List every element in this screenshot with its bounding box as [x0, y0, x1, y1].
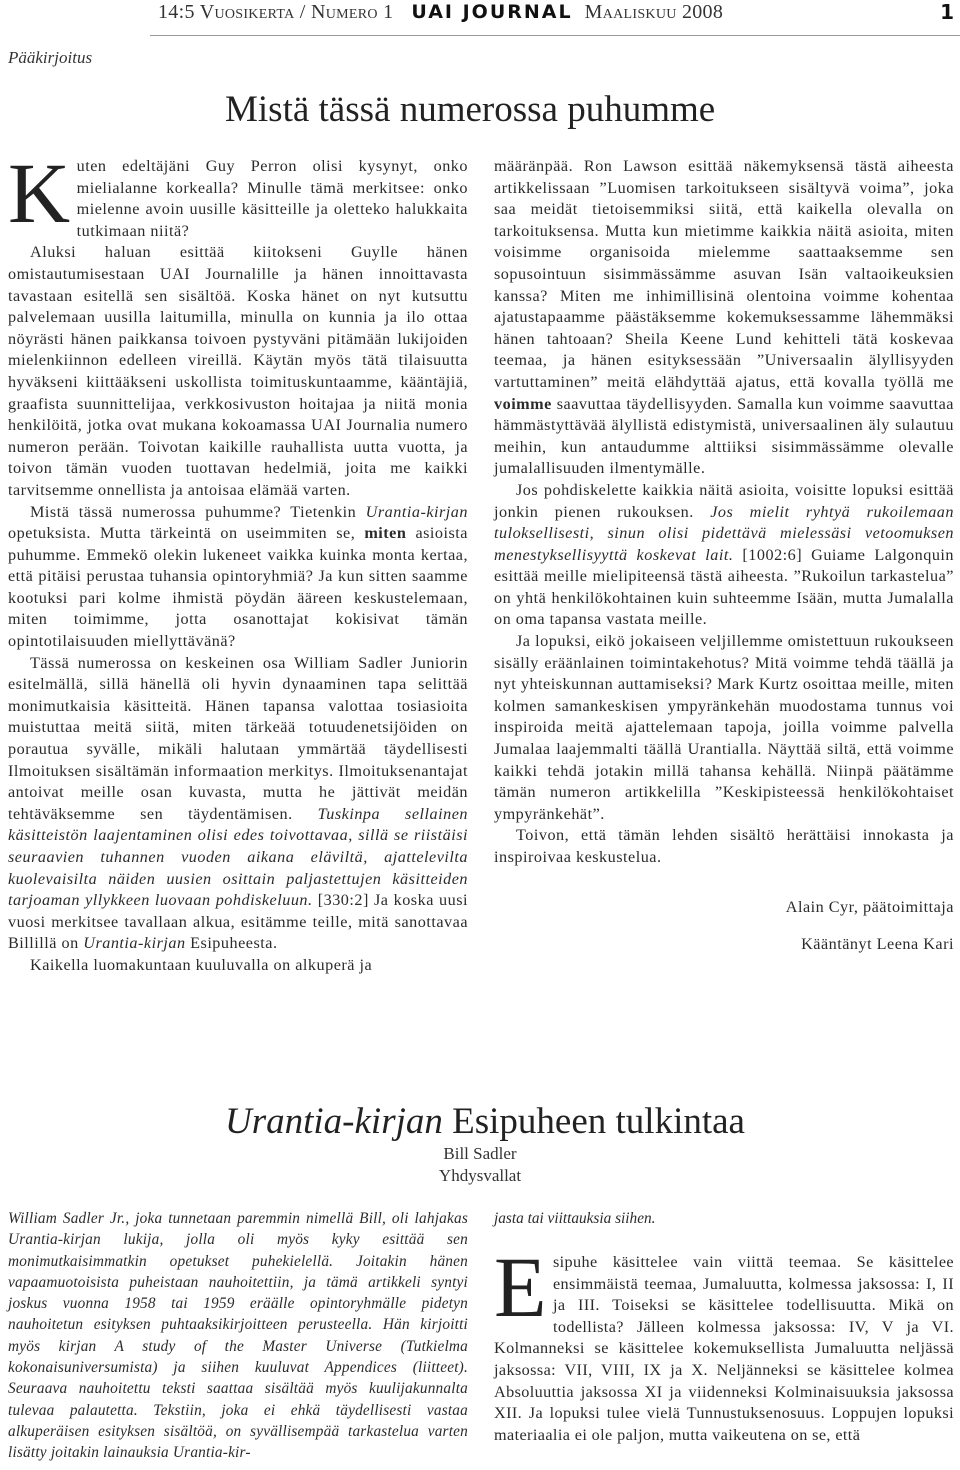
paragraph: Mistä tässä numerossa puhumme? Tietenkin Urantia-kirjan opetuksista. Mutta tärkeintä on useimmiten se, miten asioista puhumme. Emmekö olekin lukeneet vaikka kuinka monta kertaa, että pitäisi perustaa tuhansia opintoryhmiä? Ja kun sitten saamme kootuksi pari kolme ihmistä pöydän ääreen keskustelemaan, miten toimimme, jotta osanottajat kokisivat tämän opintotilaisuuden miellyttävänä?	[8, 502, 468, 651]
paragraph: Kaikella luomakuntaan kuuluvalla on alkuperä ja	[30, 955, 373, 974]
article1-left-column	[8, 145, 469, 977]
journal-title: UAI JOURNAL	[411, 1, 573, 23]
header-volume: 14:5 Vuosikerta / Numero 1	[158, 1, 394, 23]
paragraph: Tässä numerossa on keskeinen osa William Sadler Juniorin esitelmällä, sillä hänellä oli hyvin dynaaminen tapa selittää monimutkaisia käsitteitä. Hänen tapansa valottaa tosiasioita muistuttaa meitä siitä, miten tärkeää totuudenetsijöiden on porautua syvälle, mikäli halutaan ymmärtää täydellisesti Ilmoituksen sisältämän informaation merkitys. Ilmoituksenantajat antoivat meille osan kuvasta, mutta he jättivät meidän tehtäväksemme sen täydentämisen. Tuskinpa sellainen käsitteistön laajentaminen olisi edes toivottavaa, sillä se riistäisi seuraavien tuhannen vuoden aikana eläviltä, ajattelevilta kuolevaisilta näiden uusien osittain paljastettujen käsitteiden tarjoaman yllykkeen luovaan pohdiskeluun. [330:2] Ja koska uusi vuosi merkitsee tavallaan alkua, esitämme teille, mitä sanottavaa Billillä on Urantia-kirjan Esipuheesta.	[8, 653, 469, 953]
translator-signature: Kääntänyt Leena Kari	[801, 935, 954, 954]
paragraph: Ja lopuksi, eikö jokaiseen veljillemme omistettuun rukoukseen sisälly eräänlainen toimintakehotus? Mitä voimme tehdä täällä ja nyt yhteiskunnan auttamiseksi? Mark Kurtz osoittaa meille, miten kolmen samankeskisen ympyränkehän muodostama tunnus voi inspiroida meitä ajattelemaan tapoja, joilla voimme palvella Jumalaa laajemmalti täällä Urantialla. Näyttää siltä, että voimme kaikki tehdä jotakin millä tahansa kehällä. Niinpä päätämme tämän numeron artikkelilla ”Keskipisteessä henkilökohtaiset ympyränkehät”.	[494, 632, 954, 823]
article2-author: Bill Sadler	[443, 1144, 517, 1163]
paragraph: Toivon, että tämän lehden sisältö herättäisi innokasta ja inspiroivaa keskustelua.	[494, 826, 954, 866]
article2-title: Urantia-kirjan Esipuheen tulkintaa	[225, 1101, 745, 1142]
article2-intro: William Sadler Jr., joka tunnetaan paremmin nimellä Bill, oli lahjakas Urantia-kirjan lukija, jolla oli myös kyky esittää sen monimutkaisimmatkin opetukset puhekielellä. Joitakin hänen vapaamuotoisista puheistaan nauhoitettiin, ja tämä artikkeli syntyi joskus vuonna 1958 tai 1959 eräälle opintoryhmälle pidetyn nauhoitetun esityksen puhtaaksikirjoitteen perusteella. Hän kirjoitti myös kirjan A study of the Master Universe (Tutkielma kokonaisuniversumista) ja siihen kuuluvat Appendices (liitteet). Seuraava nauhoitettu teksti saattaa sisältää myös kuulijakunnalta tulevaa palautetta. Tekstiin, joka ei ehkä täydellisesti vastaa alkuperäisen esityksen sisältöä, on syvällisempää tarkastelua varten lisätty joitakin lainauksia Urantia-kir-	[8, 1210, 468, 1462]
article2-body: Esipuhe käsittelee vain viittä teemaa. Se käsittelee ensimmäistä teemaa, Jumaluutta, kolmessa jaksossa: I, II ja III. Toiseksi se käsittelee todellisuutta. Mikä on todellista? Jälleen kolmessa jaksossa: IV, V ja VI. Kolmanneksi se käsittelee kokemuksellista Jumaluutta neljässä jaksossa: VII, VIII, IX ja X. Neljänneksi se käsittelee kolmea Absoluuttia jaksossa XI ja viidenneksi Kolminaisuuksia jaksossa XII. Ja lopuksi tulee vielä Tunnustuksenosuus. Loppujen lopuksi materiaalia ei ole paljon, mutta vaikeutena on se, että	[494, 1239, 954, 1444]
paragraph: määränpää. Ron Lawson esittää näkemyksensä tästä aiheesta artikkelissaan ”Luomisen tarkoitukseen sisältyvä voima”, joka saa meidät tietoisemmiksi siitä, että kaikella olevalla on tarkoituksensa. Mutta kun mietimme kaikkia näitä asioita, miten voisimme organisoida mielemme saattaaksemme sen sopusointuun sisimmässämme asuvan Isän valtaoikeuksien kanssa? Miten me inhimillisinä olentoina voimme kohentaa ajatustapaamme päästäksemme kokemuksessamme lähemmäksi hänen tahtoaan? Sheila Keene Lund kehitteli tätä koskevaa teemaa, ja hänen esityksessään ”Universaalin älyllisyyden vartuttaminen” meitä elähdyttää ajatus, että kovalla työllä me voimme saavuttaa täydellisyyden. Samalla kun voimme saavuttaa hämmästyttävää älyllistä edistymistä, universaalinen äly sulautuu meihin, kun antaudumme alttiiksi sisimmässämme olevalle jumalallisuuden ilmentymälle.	[494, 157, 954, 478]
article2-country: Yhdysvallat	[438, 1166, 522, 1185]
paragraph: Aluksi haluan esittää kiitokseni Guylle hänen omistautumisestaan UAI Journalille ja hänen innoittavasta tavastaan esitellä sen sisältöä. Koska hänet on nyt kutsuttu palvelemaan uusilla laitumilla, minulla on kunnia ja ilo ottaa nöyrästi hänen paikkansa toivoen pystyväni pitämään lukijoiden mielenkiinnon edelleen vireillä. Käytän myös tätä tilaisuutta hyväkseni kiittääkseni uskollista toimituskuntaamme, kääntäjiä, graafista suunnittelijaa, verkkosivuston hoitajaa ja niitä monia henkilöitä, jotka ovat mukana kokoamassa UAI Journalia numero numeron perään. Toivotan kaikille rauhallista uutta vuotta, ja toivon tämän vuoden tuottavan hedelmiä, joita me kaikki tarvitsemme onnellista ja antoisaa elämää varten.	[8, 243, 468, 499]
paragraph: Jos pohdiskelette kaikkia näitä asioita, voisitte lopuksi esittää jonkin pienen rukouksen. Jos mielit ryhtyä rukoilemaan tuloksellisesti, sinun olisi pidettävä mielessäsi vetoomuksen menestyksellisyyttä koskevat lait. [1002:6] Guiame Lalgonquin esittää meille mielipiteensä tästä aiheesta. ”Rukoilun tarkastelua” on yhtä henkilökohtainen kuin suhteemme Isään, mutta Jumalalla on oma tapansa vastata meille.	[494, 480, 954, 629]
running-header	[158, 1, 723, 24]
editor-signature: Alain Cyr, päätoimittaja	[785, 897, 954, 916]
section-label: Pääkirjoitus	[8, 48, 93, 67]
article2-intro-continued: jasta tai viittauksia siihen.	[494, 1210, 656, 1227]
article1-right-column	[494, 156, 954, 956]
drop-cap: E	[494, 1239, 547, 1335]
page-number: 1	[940, 0, 954, 24]
paragraph: Kuten edeltäjäni Guy Perron olisi kysynyt, onko mielialanne korkealla? Minulle tämä merkitsee: onko mielenne avoin uusille käsitteille ja oletteko halukkaita tutkimaan niitä?	[8, 145, 468, 241]
drop-cap: K	[8, 145, 71, 241]
article-title: Mistä tässä numerossa puhumme	[225, 89, 716, 130]
header-date: Maaliskuu 2008	[584, 1, 724, 23]
